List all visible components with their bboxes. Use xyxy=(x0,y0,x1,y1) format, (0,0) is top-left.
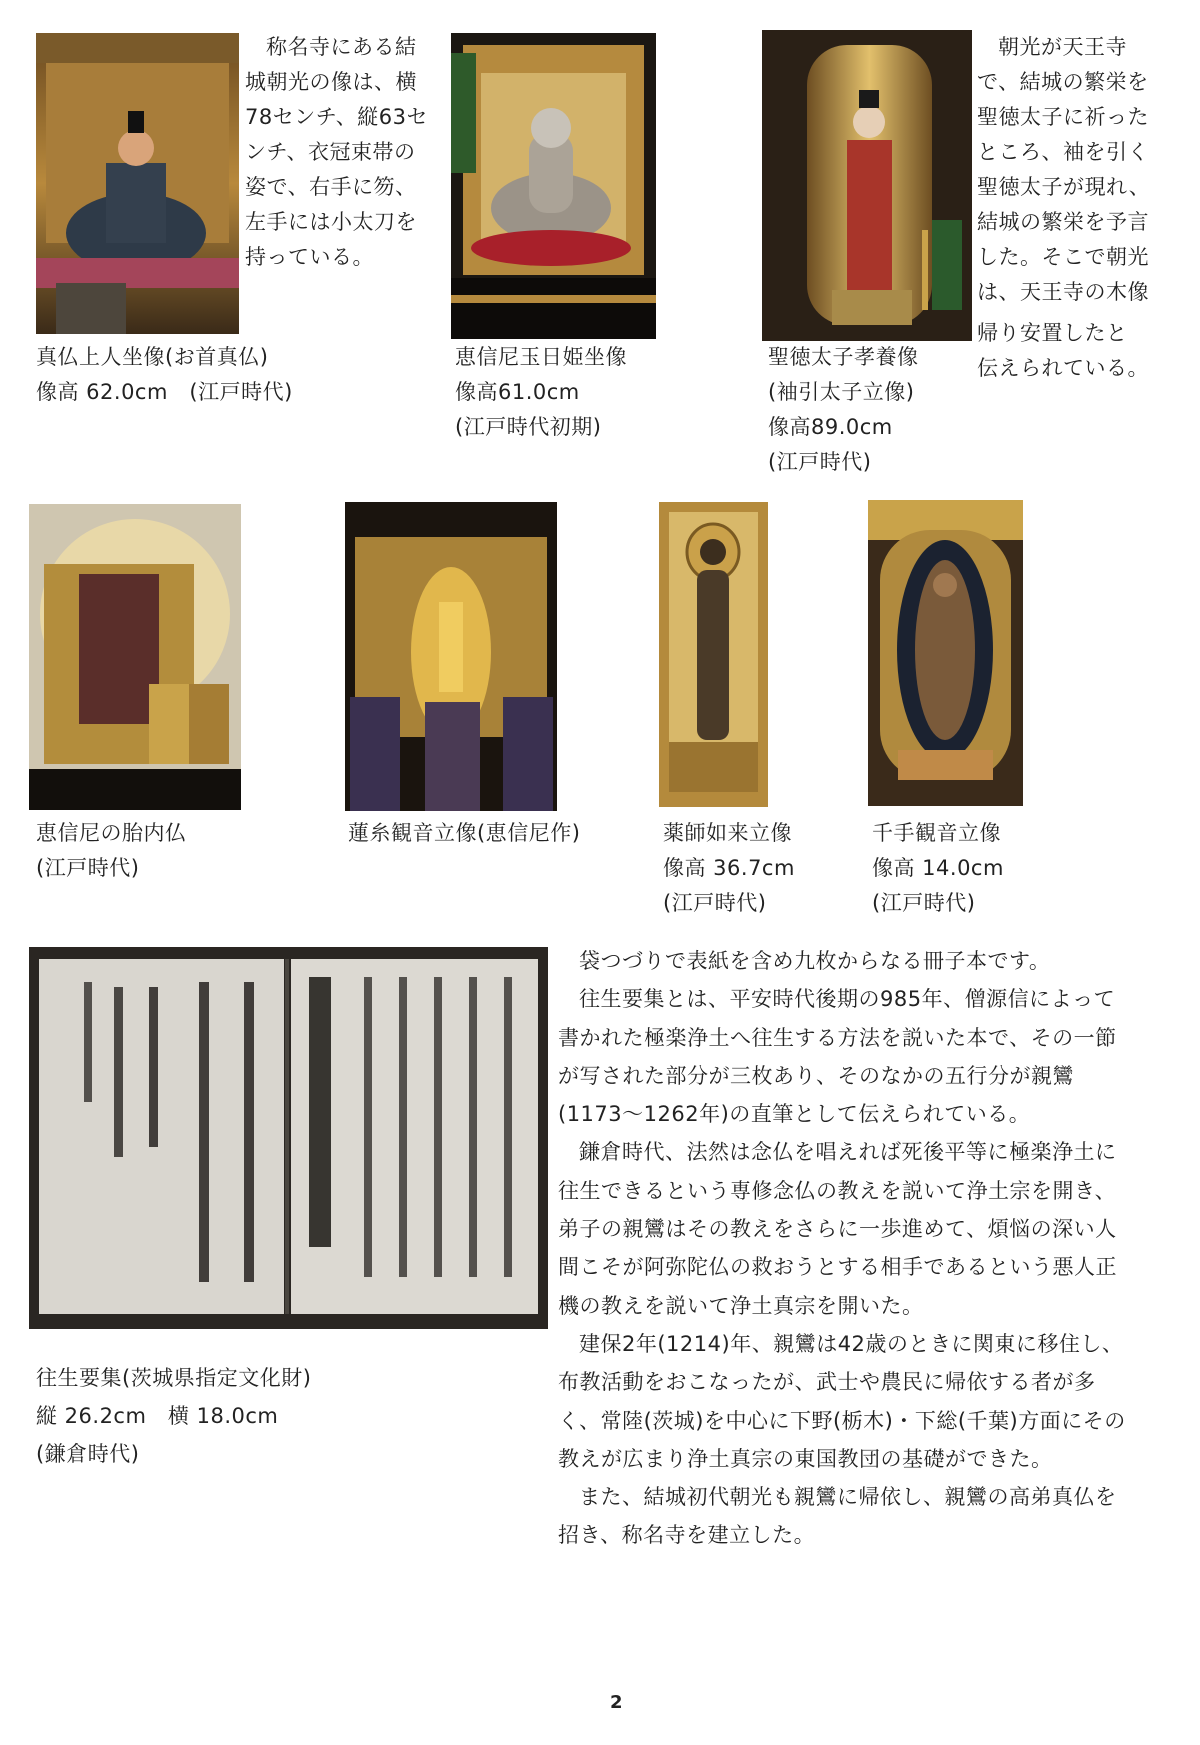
body-text-line: (1173〜1262年)の直筆として伝えられている。 xyxy=(558,1102,1031,1127)
body-text-line: 弟子の親鸞はその教えをさらに一歩進めて、煩悩の深い人 xyxy=(558,1217,1117,1242)
side-text-line: 左手には小太刀を xyxy=(245,210,417,234)
shinbutsu-side-text xyxy=(245,30,428,275)
side-text-line: した。そこで朝光 xyxy=(977,245,1149,269)
page-number: 2 xyxy=(610,1692,623,1713)
body-text-line: 鎌倉時代、法然は念仏を唱えれば死後平等に極楽浄土に xyxy=(579,1140,1117,1165)
side-text-line: 称名寺にある結 xyxy=(266,35,417,59)
body-text-line: 招き、称名寺を建立した。 xyxy=(558,1523,816,1548)
caption-subtitle: (袖引太子立像) xyxy=(768,380,915,404)
side-text-line: 帰り安置したと xyxy=(977,321,1128,345)
body-text-line: が写された部分が三枚あり、そのなかの五行分が親鸞 xyxy=(558,1063,1074,1088)
side-text-line: は、天王寺の木像 xyxy=(977,280,1149,304)
photo-senju-kannon xyxy=(868,500,1023,806)
body-text-line: 教えが広まり浄土真宗の東国教団の基礎ができた。 xyxy=(558,1446,1053,1471)
body-text-line: 往生要集とは、平安時代後期の985年、僧源信によって xyxy=(579,987,1116,1012)
body-text-line: 書かれた極楽浄土へ往生する方法を説いた本で、その一節 xyxy=(558,1025,1117,1050)
caption-detail: 像高 62.0cm (江戸時代) xyxy=(36,380,293,404)
caption-detail: 像高 14.0cm xyxy=(872,856,1004,880)
side-text-line: ンチ、衣冠束帯の xyxy=(245,140,416,164)
caption-detail: (鎌倉時代) xyxy=(36,1442,140,1466)
body-text-line: 布教活動をおこなったが、武士や農民に帰依する者が多 xyxy=(558,1370,1096,1395)
body-text-line: 往生できるという専修念仏の教えを説いて浄土宗を開き、 xyxy=(558,1178,1117,1203)
caption-detail: (江戸時代) xyxy=(768,450,872,474)
caption-shotoku-taishi xyxy=(768,340,919,480)
caption-detail: 像高61.0cm xyxy=(455,380,580,404)
caption-detail: (江戸時代) xyxy=(872,891,976,915)
caption-title: 真仏上人坐像(お首真仏) xyxy=(36,345,269,369)
photo-shotoku-taishi-statue xyxy=(762,30,972,341)
caption-ojoyoshu xyxy=(36,1359,311,1473)
caption-renshi-kannon xyxy=(348,816,580,851)
side-text-line: 姿で、右手に笏、 xyxy=(245,175,417,199)
side-text-line: 結城の繁栄を予言 xyxy=(977,210,1149,234)
side-text-line: 持っている。 xyxy=(245,245,374,269)
body-text-line: 建保2年(1214)年、親鸞は42歳のときに関東に移住し、 xyxy=(579,1331,1124,1356)
caption-title: 恵信尼の胎内仏 xyxy=(36,821,187,845)
caption-detail: 像高 36.7cm xyxy=(663,856,795,880)
photo-ojoyoshu-manuscript xyxy=(29,947,548,1329)
body-text-line: 間こそが阿弥陀仏の救おうとする相手であるという悪人正 xyxy=(558,1255,1117,1280)
side-text-line: 聖徳太子に祈った xyxy=(977,105,1149,129)
side-text-line: 朝光が天王寺 xyxy=(998,35,1127,59)
caption-title: 蓮糸観音立像(恵信尼作) xyxy=(348,821,581,845)
caption-yakushi-nyorai xyxy=(663,816,795,921)
caption-title: 千手観音立像 xyxy=(872,821,1001,845)
photo-eshinni-statue xyxy=(451,33,656,339)
caption-eshinni xyxy=(455,340,627,445)
caption-title: 恵信尼玉日姫坐像 xyxy=(455,345,627,369)
caption-senju-kannon xyxy=(872,816,1004,921)
side-text-line: で、結城の繁栄を xyxy=(977,70,1149,94)
caption-detail: (江戸時代) xyxy=(36,856,140,880)
caption-tainaibutsu xyxy=(36,816,187,886)
photo-renshi-kannon xyxy=(345,502,557,811)
side-text-line: 城朝光の像は、横 xyxy=(245,70,417,94)
caption-detail: (江戸時代) xyxy=(663,891,767,915)
side-text-line: 78センチ、縦63セ xyxy=(245,105,428,129)
caption-detail: 像高89.0cm xyxy=(768,415,893,439)
body-text-line: また、結城初代朝光も親鸞に帰依し、親鸞の高弟真仏を xyxy=(579,1485,1117,1510)
side-text-line: 伝えられている。 xyxy=(977,356,1149,380)
shotoku-side-text xyxy=(977,30,1150,386)
photo-shinbutsu-statue xyxy=(36,33,239,334)
photo-yakushi-nyorai xyxy=(659,502,768,807)
body-text-line: く、常陸(茨城)を中心に下野(栃木)・下総(千葉)方面にその xyxy=(558,1408,1126,1433)
caption-title: 薬師如来立像 xyxy=(663,821,792,845)
caption-shinbutsu xyxy=(36,340,293,410)
caption-detail: 縦 26.2cm 横 18.0cm xyxy=(36,1404,279,1428)
body-text-line: 袋つづりで表紙を含め九枚からなる冊子本です。 xyxy=(579,949,1051,973)
photo-tainaibutsu xyxy=(29,504,241,810)
side-text-line: 聖徳太子が現れ、 xyxy=(977,175,1151,199)
side-text-line: ところ、袖を引く xyxy=(977,140,1149,164)
caption-detail: (江戸時代初期) xyxy=(455,415,602,439)
caption-title: 往生要集(茨城県指定文化財) xyxy=(36,1366,312,1390)
ojoyoshu-description xyxy=(558,942,1126,1555)
caption-title: 聖徳太子孝養像 xyxy=(768,345,919,369)
body-text-line: 機の教えを説いて浄土真宗を開いた。 xyxy=(558,1293,924,1318)
